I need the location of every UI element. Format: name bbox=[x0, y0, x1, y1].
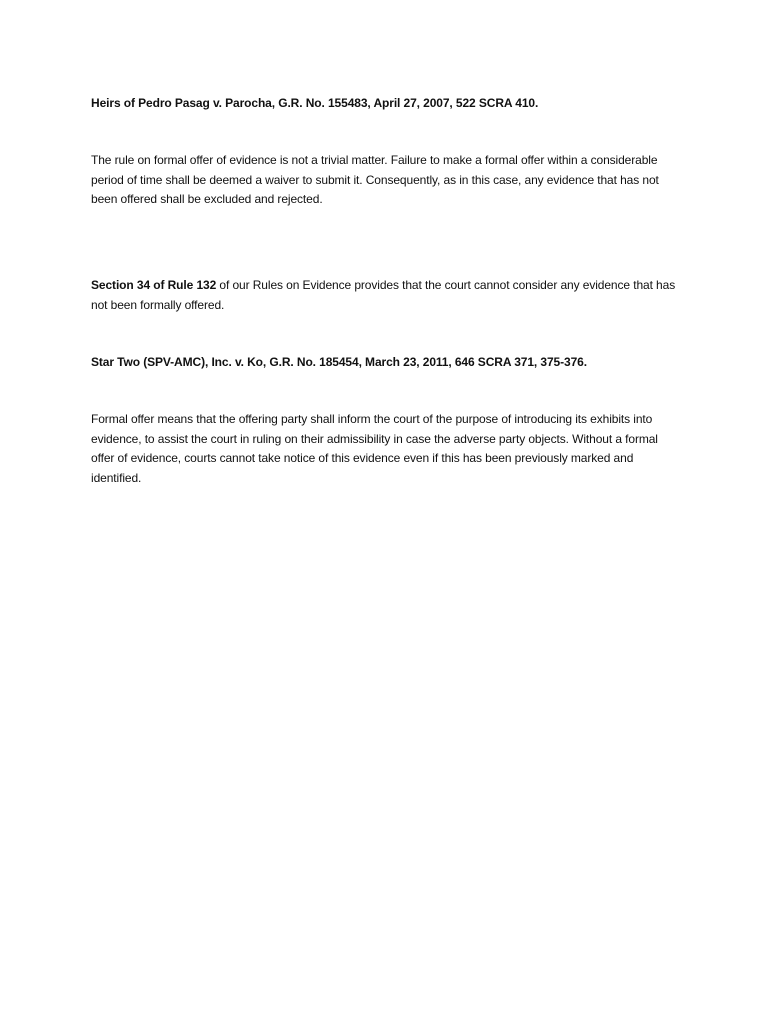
paragraph-formal-offer-meaning: Formal offer means that the offering party shall inform the court of the purpose of introducing its exhibits into evidence, to assist the court in ruling on their admissibility in case the adverse party objects. Without a formal offer of evidence, courts cannot take notice of this evidence even if this has been previously marked and identified. bbox=[91, 412, 658, 485]
section-34-text: of our Rules on Evidence provides that the court cannot consider any evidence that has not been formally offered. bbox=[91, 278, 676, 312]
section-reference: Section 34 of Rule 132 bbox=[91, 278, 217, 292]
paragraph-section-34 bbox=[91, 276, 677, 315]
case-citation-pasag: Heirs of Pedro Pasag v. Parocha, G.R. No. 155483, April 27, 2007, 522 SCRA 410. bbox=[91, 96, 539, 110]
case-citation-star-two: Star Two (SPV-AMC), Inc. v. Ko, G.R. No. 185454, March 23, 2011, 646 SCRA 371, 375-376. bbox=[91, 355, 587, 369]
paragraph-formal-offer-rule: The rule on formal offer of evidence is not a trivial matter. Failure to make a formal offer within a considerable period of time shall be deemed a waiver to submit it. Consequently, as in this case, any evidence that has not been offered shall be excluded and rejected. bbox=[91, 153, 659, 206]
